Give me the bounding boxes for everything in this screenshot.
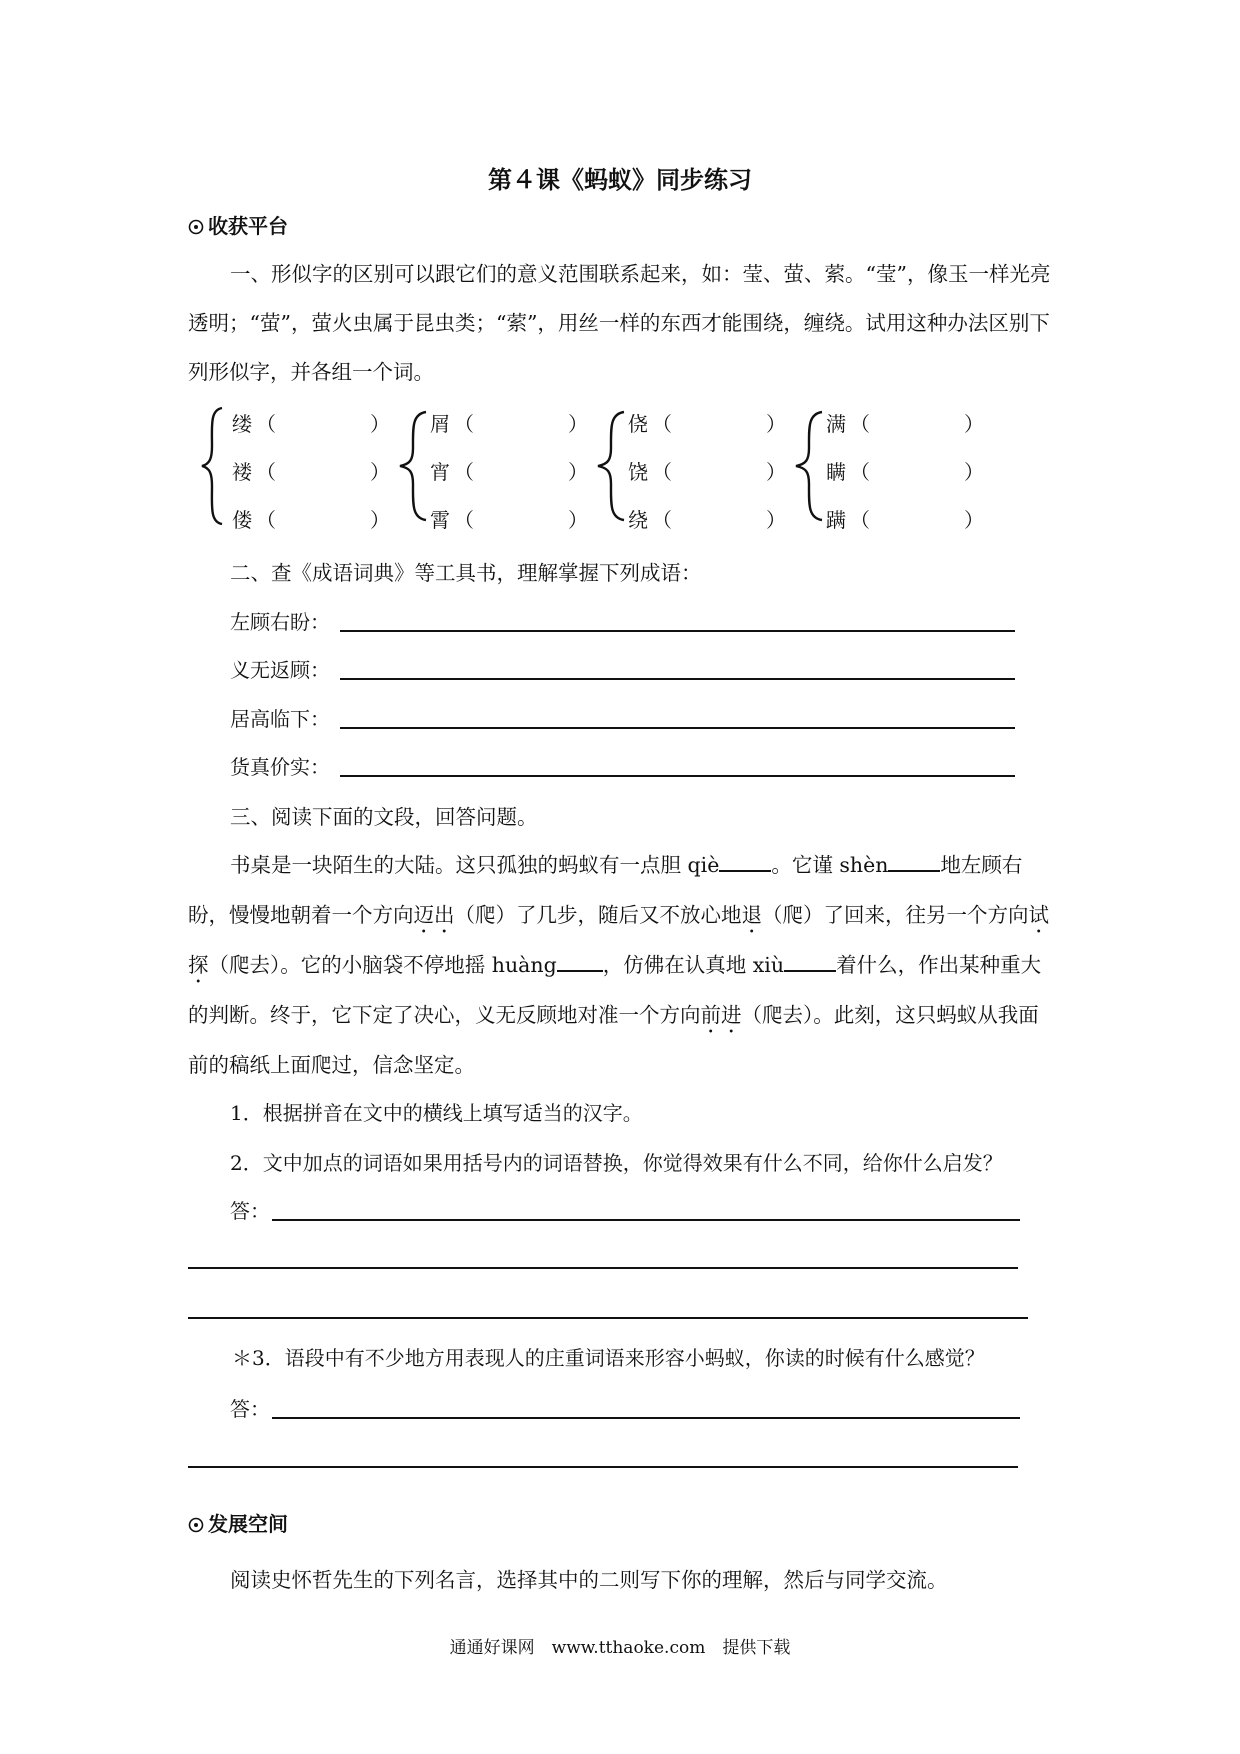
sub-question-3: ＊3．语段中有不少地方用表现人的庄重词语来形容小蚂蚁，你读的时候有什么感觉？ xyxy=(232,1346,985,1370)
brace-icon xyxy=(794,410,824,522)
group-char: 侥 xyxy=(628,412,648,436)
answer-paren-open[interactable]: （ xyxy=(850,460,870,484)
reading-passage xyxy=(188,840,1058,1090)
answer-line[interactable] xyxy=(188,1317,1028,1319)
section-label: 发展空间 xyxy=(208,1512,288,1536)
answer-line[interactable] xyxy=(340,630,1015,632)
group-char: 绕 xyxy=(628,508,648,532)
answer-line[interactable] xyxy=(188,1267,1018,1269)
idiom-label: 货真价实： xyxy=(230,755,330,779)
answer-label: 答： xyxy=(230,1397,270,1421)
answer-paren-close: ） xyxy=(370,412,390,436)
brace-icon xyxy=(200,406,224,526)
page-title: 第４课《蚂蚁》同步练习 xyxy=(488,165,752,194)
answer-paren-close: ） xyxy=(568,508,588,532)
group-char: 满 xyxy=(826,412,846,436)
question-1-text: 一、形似字的区别可以跟它们的意义范围联系起来，如：莹、萤、萦。“莹”，像玉一样光亮透明；“萤”，萤火虫属于昆虫类；“萦”，用丝一样的东西才能围绕，缠绕。试用这种办法区别下列形似字，并各组一个词。 xyxy=(188,262,1051,384)
answer-line[interactable] xyxy=(272,1219,1020,1221)
answer-paren-open[interactable]: （ xyxy=(454,412,474,436)
fill-blank[interactable] xyxy=(557,948,603,972)
fill-blank[interactable] xyxy=(888,848,940,872)
question-1-intro xyxy=(188,250,1058,397)
answer-paren-open[interactable]: （ xyxy=(850,508,870,532)
dotted-word: 试探 xyxy=(188,903,1049,977)
answer-paren-close: ） xyxy=(568,412,588,436)
answer-line[interactable] xyxy=(340,727,1015,729)
group-char: 饶 xyxy=(628,460,648,484)
circle-dot-icon xyxy=(188,1512,204,1536)
answer-line[interactable] xyxy=(188,1466,1018,1468)
dotted-word: 退 xyxy=(741,903,762,927)
idiom-label: 居高临下： xyxy=(230,707,330,731)
answer-paren-close: ） xyxy=(766,412,786,436)
section-header-harvest xyxy=(188,210,288,239)
answer-label: 答： xyxy=(230,1199,270,1223)
answer-paren-close: ） xyxy=(964,508,984,532)
group-char: 缕 xyxy=(232,412,252,436)
answer-paren-open[interactable]: （ xyxy=(652,460,672,484)
brace-icon xyxy=(398,410,428,522)
answer-line[interactable] xyxy=(272,1417,1020,1419)
answer-paren-open[interactable]: （ xyxy=(652,412,672,436)
sub-question-1: 1．根据拼音在文中的横线上填写适当的汉字。 xyxy=(230,1101,643,1125)
group-char: 宵 xyxy=(430,460,450,484)
group-char: 褛 xyxy=(232,460,252,484)
question-2-intro: 二、查《成语词典》等工具书，理解掌握下列成语： xyxy=(230,561,702,585)
answer-paren-close: ） xyxy=(370,460,390,484)
answer-paren-close: ） xyxy=(964,460,984,484)
footer-credit: 通通好课网 www.tthaoke.com 提供下载 xyxy=(449,1638,791,1658)
passage-text: （爬去）。此刻，这只蚂蚁从我面前的稿纸上面爬过，信念坚定。 xyxy=(188,1003,1039,1077)
dotted-word: 迈出 xyxy=(413,903,455,927)
group-char: 瞒 xyxy=(826,460,846,484)
group-char: 偻 xyxy=(232,508,252,532)
answer-paren-open[interactable]: （ xyxy=(256,460,276,484)
answer-paren-open[interactable]: （ xyxy=(850,412,870,436)
passage-text: 地左顾右盼，慢慢地朝着一个方向 xyxy=(188,853,1023,927)
fill-blank[interactable] xyxy=(719,848,771,872)
answer-paren-close: ） xyxy=(766,460,786,484)
passage-text: （爬）了几步，随后又不放心地 xyxy=(454,903,742,927)
sub-question-2: 2．文中加点的词语如果用括号内的词语替换，你觉得效果有什么不同，给你什么启发？ xyxy=(230,1151,1003,1175)
answer-line[interactable] xyxy=(340,775,1015,777)
passage-text: 书桌是一块陌生的大陆。这只孤独的蚂蚁有一点胆 qiè xyxy=(230,853,720,877)
answer-paren-open[interactable]: （ xyxy=(454,508,474,532)
answer-paren-close: ） xyxy=(370,508,390,532)
answer-paren-open[interactable]: （ xyxy=(454,460,474,484)
question-4-intro: 阅读史怀哲先生的下列名言，选择其中的二则写下你的理解，然后与同学交流。 xyxy=(230,1568,948,1592)
circle-dot-icon xyxy=(188,214,204,238)
passage-text: （爬去）。它的小脑袋不停地摇 huàng xyxy=(208,953,557,977)
group-char: 霄 xyxy=(430,508,450,532)
idiom-label: 左顾右盼： xyxy=(230,610,330,634)
dotted-word: 前进 xyxy=(700,1003,742,1027)
passage-text: （爬）了回来，往另一个方向 xyxy=(762,903,1029,927)
brace-icon xyxy=(596,410,626,522)
answer-paren-open[interactable]: （ xyxy=(256,412,276,436)
passage-text: ，仿佛在认真地 xiù xyxy=(602,953,785,977)
answer-paren-close: ） xyxy=(964,412,984,436)
passage-text: 。它谨 shèn xyxy=(771,853,889,877)
group-char: 蹒 xyxy=(826,508,846,532)
answer-paren-open[interactable]: （ xyxy=(256,508,276,532)
idiom-label: 义无返顾： xyxy=(230,658,330,682)
answer-paren-close: ） xyxy=(568,460,588,484)
answer-line[interactable] xyxy=(340,678,1015,680)
section-label: 收获平台 xyxy=(208,214,288,238)
fill-blank[interactable] xyxy=(784,948,836,972)
passage-text: 着什么，作出某种重大的判断。终于，它下定了决心，义无反顾地对准一个方向 xyxy=(188,953,1042,1027)
section-header-development xyxy=(188,1508,288,1537)
group-char: 屑 xyxy=(430,412,450,436)
answer-paren-close: ） xyxy=(766,508,786,532)
question-3-intro: 三、阅读下面的文段，回答问题。 xyxy=(230,805,538,829)
answer-paren-open[interactable]: （ xyxy=(652,508,672,532)
